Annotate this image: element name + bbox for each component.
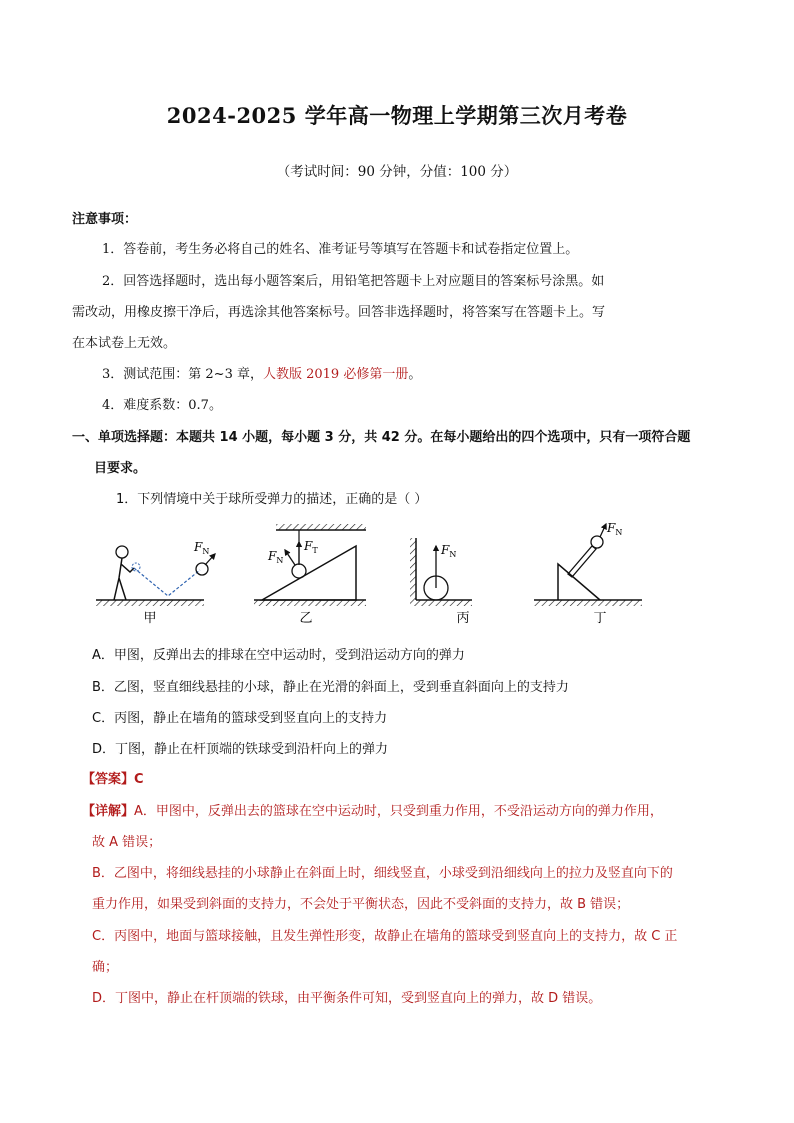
explain-b-line-1: B．乙图中，将细线悬挂的小球静止在斜面上时，细线竖直，小球受到沿细线向上的拉力及竖直向下的 bbox=[92, 866, 673, 881]
caption-bing: 丙 bbox=[456, 611, 470, 626]
answer-value: C bbox=[134, 772, 144, 787]
figure-jia bbox=[96, 540, 215, 626]
force-label-ft-yi: $F_T$ bbox=[304, 539, 318, 555]
notice-item-2-line-1: 2．回答选择题时，选出每小题答案后，用铅笔把答题卡上对应题目的答案标号涂黑。如 bbox=[102, 274, 605, 289]
explain-label: 【详解】 bbox=[82, 804, 135, 819]
notice-item-3-suffix: 。 bbox=[408, 367, 422, 382]
wall-hatch bbox=[410, 538, 416, 600]
notice-item-3-textbook: 人教版 2019 必修第一册 bbox=[262, 367, 409, 382]
option-b: B．乙图，竖直细线悬挂的小球，静止在光滑的斜面上，受到垂直斜面向上的支持力 bbox=[92, 680, 569, 695]
option-c: C．丙图，静止在墙角的篮球受到竖直向上的支持力 bbox=[92, 711, 388, 726]
ball-trajectory bbox=[134, 568, 200, 596]
notice-item-1: 1．答卷前，考生务必将自己的姓名、准考证号等填写在答题卡和试卷指定位置上。 bbox=[102, 242, 579, 257]
option-d: D．丁图，静止在杆顶端的铁球受到沿杆向上的弹力 bbox=[92, 742, 389, 757]
figure-yi bbox=[254, 524, 366, 626]
force-arrow-ding bbox=[600, 524, 606, 537]
answer-line bbox=[82, 768, 144, 787]
force-label-fn-jia: $F_N$ bbox=[194, 540, 210, 556]
notice-item-2-line-2: 需改动，用橡皮擦干净后，再选涂其他答案标号。回答非选择题时，将答案写在答题卡上。写 bbox=[72, 305, 606, 320]
figure-ding bbox=[534, 521, 642, 626]
force-label-fn-ding: $F_N$ bbox=[607, 521, 623, 537]
notice-item-3 bbox=[102, 363, 421, 382]
normal-force-arrow-yi bbox=[285, 550, 295, 565]
option-a: A．甲图，反弹出去的排球在空中运动时，受到沿运动方向的弹力 bbox=[92, 648, 465, 663]
notice-item-3-prefix: 3．测试范围：第 2~3 章， bbox=[102, 367, 263, 382]
caption-ding: 丁 bbox=[593, 611, 607, 626]
figure-bing bbox=[410, 538, 472, 626]
force-label-fn-yi: $F_N$ bbox=[268, 549, 284, 565]
exam-subtitle: （考试时间：90 分钟，分值：100 分） bbox=[276, 164, 518, 180]
section-1-heading-line-2: 目要求。 bbox=[94, 461, 147, 476]
question-1-figure bbox=[90, 520, 730, 632]
ceiling-hatch bbox=[276, 524, 366, 530]
player-body bbox=[114, 558, 134, 600]
section-1-heading-line-1: 一、单项选择题：本题共 14 小题，每小题 3 分，共 42 分。在每小题给出的四个选项中，只有一项符合题 bbox=[72, 430, 691, 445]
ground-hatch-bing bbox=[410, 600, 472, 606]
force-label-fn-bing: $F_N$ bbox=[441, 543, 457, 559]
explain-d: D．丁图中，静止在杆顶端的铁球，由平衡条件可知，受到竖直向上的弹力，故 D 错误。 bbox=[92, 991, 602, 1006]
explain-a-line-1-text: A．甲图中，反弹出去的篮球在空中运动时，只受到重力作用，不受沿运动方向的弹力作用， bbox=[134, 804, 663, 819]
notice-item-4: 4．难度系数：0.7。 bbox=[102, 398, 222, 413]
iron-ball bbox=[591, 536, 603, 548]
player-head bbox=[116, 546, 128, 558]
explain-c-line-1: C．丙图中，地面与篮球接触，且发生弹性形变，故静止在墙角的篮球受到竖直向上的支持力，故 C 正 bbox=[92, 929, 678, 944]
ground-hatch-jia bbox=[96, 600, 204, 606]
exam-title: 2024-2025 学年高一物理上学期第三次月考卷 bbox=[166, 103, 628, 128]
angled-rod bbox=[568, 546, 596, 577]
question-1-stem: 1．下列情境中关于球所受弹力的描述，正确的是（ ） bbox=[116, 492, 428, 507]
explain-a-line-2: 故 A 错误； bbox=[92, 835, 162, 850]
ground-hatch-ding bbox=[534, 600, 642, 606]
explain-c-line-2: 确； bbox=[92, 960, 119, 975]
answer-label: 【答案】 bbox=[82, 772, 135, 787]
ground-hatch-yi bbox=[254, 600, 366, 606]
caption-yi: 乙 bbox=[299, 611, 313, 626]
explain-a-line-1 bbox=[82, 800, 663, 819]
explain-b-line-2: 重力作用，如果受到斜面的支持力，不会处于平衡状态，因此不受斜面的支持力，故 B 错误； bbox=[92, 897, 630, 912]
ball-on-incline bbox=[292, 564, 306, 578]
volleyball bbox=[196, 563, 208, 575]
notice-item-2-line-3: 在本试卷上无效。 bbox=[72, 336, 177, 351]
caption-jia: 甲 bbox=[143, 611, 157, 626]
notice-heading: 注意事项： bbox=[72, 212, 138, 227]
